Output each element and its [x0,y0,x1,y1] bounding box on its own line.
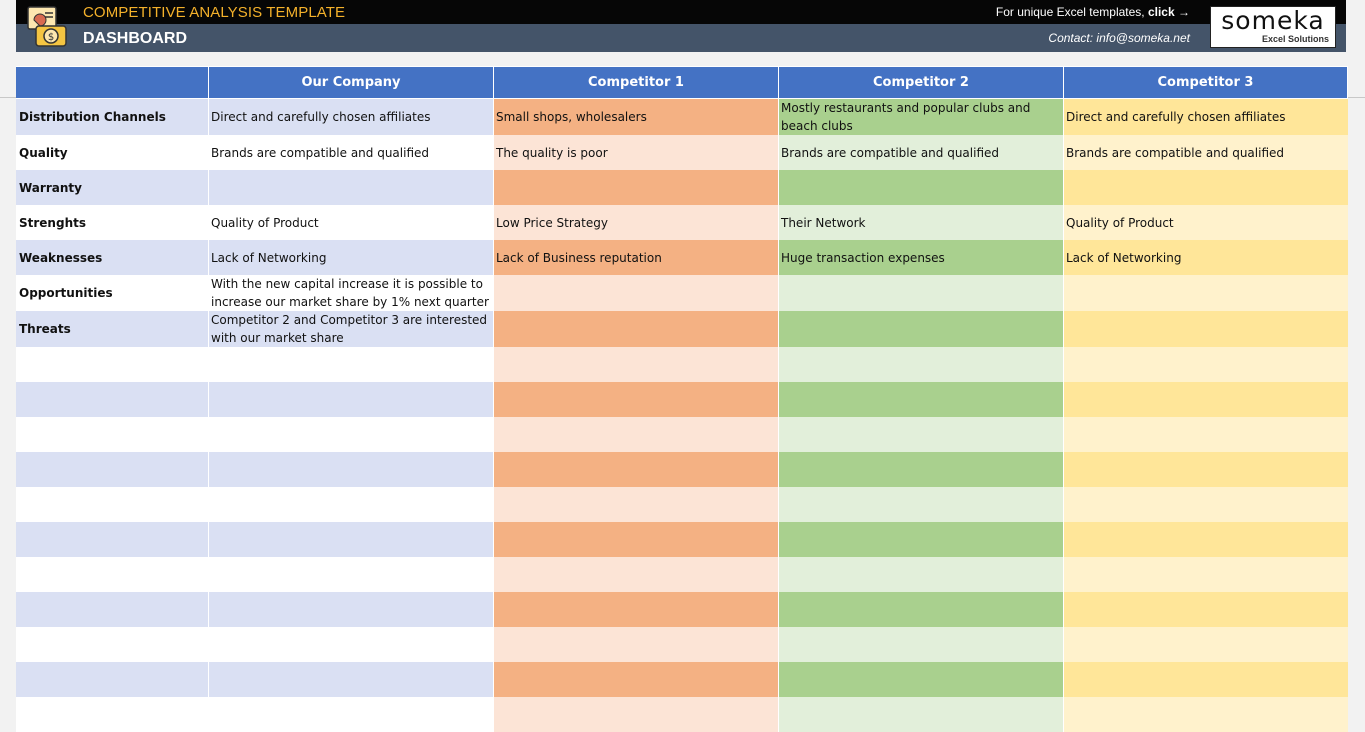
header-blank[interactable] [17,67,209,99]
competitor-1-cell[interactable]: Low Price Strategy [494,205,779,240]
row-label-cell[interactable]: Quality [17,135,209,170]
our-company-cell[interactable] [209,627,494,662]
row-label-cell[interactable] [17,662,209,697]
row-label-cell[interactable] [17,487,209,522]
competitor-3-cell[interactable]: Direct and carefully chosen affiliates [1064,99,1348,136]
our-company-cell[interactable]: Competitor 2 and Competitor 3 are interested with our market share [209,311,494,347]
competitor-3-cell[interactable] [1064,382,1348,417]
competitor-3-cell[interactable]: Brands are compatible and qualified [1064,135,1348,170]
table-body [17,99,1348,732]
contact-text[interactable]: Contact: info@someka.net [1048,31,1190,45]
app-title: COMPETITIVE ANALYSIS TEMPLATE [83,4,345,21]
row-label-cell[interactable] [17,557,209,592]
table-row [17,382,1348,417]
our-company-cell[interactable] [209,697,494,732]
competitor-1-cell[interactable] [494,170,779,205]
competitor-2-cell[interactable] [779,170,1064,205]
table-row [17,347,1348,382]
competitor-1-cell[interactable] [494,522,779,557]
competitor-2-cell[interactable] [779,592,1064,627]
table-row [17,205,1348,240]
competitor-2-cell[interactable]: Their Network [779,205,1064,240]
our-company-cell[interactable] [209,487,494,522]
row-label-cell[interactable]: Weaknesses [17,240,209,275]
table-row [17,522,1348,557]
table-row [17,592,1348,627]
competitor-3-cell[interactable] [1064,662,1348,697]
svg-text:$: $ [48,32,54,43]
competitor-3-cell[interactable] [1064,557,1348,592]
our-company-cell[interactable]: Quality of Product [209,205,494,240]
competitor-1-cell[interactable] [494,311,779,347]
row-label-cell[interactable] [17,627,209,662]
competitor-3-cell[interactable] [1064,311,1348,347]
competitor-2-cell[interactable]: Huge transaction expenses [779,240,1064,275]
row-label-cell[interactable]: Threats [17,311,209,347]
competitor-2-cell[interactable] [779,697,1064,732]
competitor-2-cell[interactable] [779,417,1064,452]
our-company-cell[interactable] [209,557,494,592]
competitor-3-cell[interactable] [1064,487,1348,522]
competitor-3-cell[interactable] [1064,592,1348,627]
table-row [17,311,1348,347]
row-label-cell[interactable] [17,522,209,557]
header-banner [16,0,1346,52]
competitor-1-cell[interactable] [494,662,779,697]
competitor-1-cell[interactable]: The quality is poor [494,135,779,170]
brand-logo[interactable] [1210,6,1336,48]
brand-subtitle: Excel Solutions [1211,34,1335,45]
competitor-2-cell[interactable] [779,487,1064,522]
competitor-1-cell[interactable] [494,275,779,311]
our-company-cell[interactable] [209,170,494,205]
competitor-2-cell[interactable] [779,347,1064,382]
competitor-1-cell[interactable] [494,347,779,382]
our-company-cell[interactable]: Brands are compatible and qualified [209,135,494,170]
competitor-2-cell[interactable] [779,522,1064,557]
row-label-cell[interactable]: Strenghts [17,205,209,240]
competitor-3-cell[interactable] [1064,347,1348,382]
row-label-cell[interactable] [17,417,209,452]
competitor-2-cell[interactable] [779,557,1064,592]
header-competitor-3[interactable]: Competitor 3 [1064,67,1348,99]
competitor-1-cell[interactable] [494,627,779,662]
competitor-2-cell[interactable]: Mostly restaurants and popular clubs and beach clubs [779,99,1064,136]
row-label-cell[interactable] [17,347,209,382]
table-row [17,662,1348,697]
row-label-cell[interactable] [17,697,209,732]
promo-text [996,5,1190,19]
our-company-cell[interactable] [209,522,494,557]
our-company-cell[interactable] [209,417,494,452]
competitor-3-cell[interactable] [1064,417,1348,452]
row-label-cell[interactable]: Distribution Channels [17,99,209,136]
table-row [17,135,1348,170]
table-row [17,417,1348,452]
table-row [17,275,1348,311]
table-row [17,697,1348,732]
competitor-2-cell[interactable] [779,662,1064,697]
competitor-2-cell[interactable] [779,275,1064,311]
our-company-cell[interactable] [209,382,494,417]
competitor-2-cell[interactable] [779,382,1064,417]
competitor-1-cell[interactable] [494,382,779,417]
promo-link[interactable]: click → [1148,5,1190,19]
competitor-1-cell[interactable]: Small shops, wholesalers [494,99,779,136]
our-company-cell[interactable] [209,452,494,487]
promo-label: For unique Excel templates, [996,5,1148,19]
competitor-3-cell[interactable] [1064,170,1348,205]
table-row [17,170,1348,205]
table-row [17,487,1348,522]
our-company-cell[interactable]: Direct and carefully chosen affiliates [209,99,494,136]
brand-name: someka [1211,8,1335,34]
table-row [17,99,1348,136]
our-company-cell[interactable]: Lack of Networking [209,240,494,275]
competitor-3-cell[interactable] [1064,697,1348,732]
competitor-3-cell[interactable] [1064,627,1348,662]
header-competitor-2[interactable]: Competitor 2 [779,67,1064,99]
table-row [17,240,1348,275]
our-company-cell[interactable] [209,592,494,627]
competitor-1-cell[interactable] [494,417,779,452]
competitor-1-cell[interactable] [494,592,779,627]
competitor-1-cell[interactable] [494,487,779,522]
competitor-1-cell[interactable] [494,452,779,487]
competitor-3-cell[interactable] [1064,275,1348,311]
competitor-1-cell[interactable] [494,697,779,732]
header-our-company[interactable]: Our Company [209,67,494,99]
competitor-2-cell[interactable]: Brands are compatible and qualified [779,135,1064,170]
competitor-2-cell[interactable] [779,627,1064,662]
competitor-1-cell[interactable] [494,557,779,592]
competitor-3-cell[interactable]: Quality of Product [1064,205,1348,240]
our-company-cell[interactable]: With the new capital increase it is possible to increase our market share by 1% next quarter [209,275,494,311]
competitor-3-cell[interactable]: Lack of Networking [1064,240,1348,275]
table-header-row [17,67,1348,99]
row-label-cell[interactable] [17,382,209,417]
header-competitor-1[interactable]: Competitor 1 [494,67,779,99]
row-label-cell[interactable] [17,452,209,487]
competitor-3-cell[interactable] [1064,452,1348,487]
table-row [17,627,1348,662]
competitor-2-cell[interactable] [779,311,1064,347]
row-label-cell[interactable]: Warranty [17,170,209,205]
our-company-cell[interactable] [209,347,494,382]
table-row [17,557,1348,592]
our-company-cell[interactable] [209,662,494,697]
page-title: DASHBOARD [83,30,187,48]
competitor-3-cell[interactable] [1064,522,1348,557]
row-label-cell[interactable]: Opportunities [17,275,209,311]
competitor-2-cell[interactable] [779,452,1064,487]
dashboard-money-icon [26,4,72,48]
row-label-cell[interactable] [17,592,209,627]
comparison-table [16,66,1348,732]
competitor-1-cell[interactable]: Lack of Business reputation [494,240,779,275]
table-row [17,452,1348,487]
